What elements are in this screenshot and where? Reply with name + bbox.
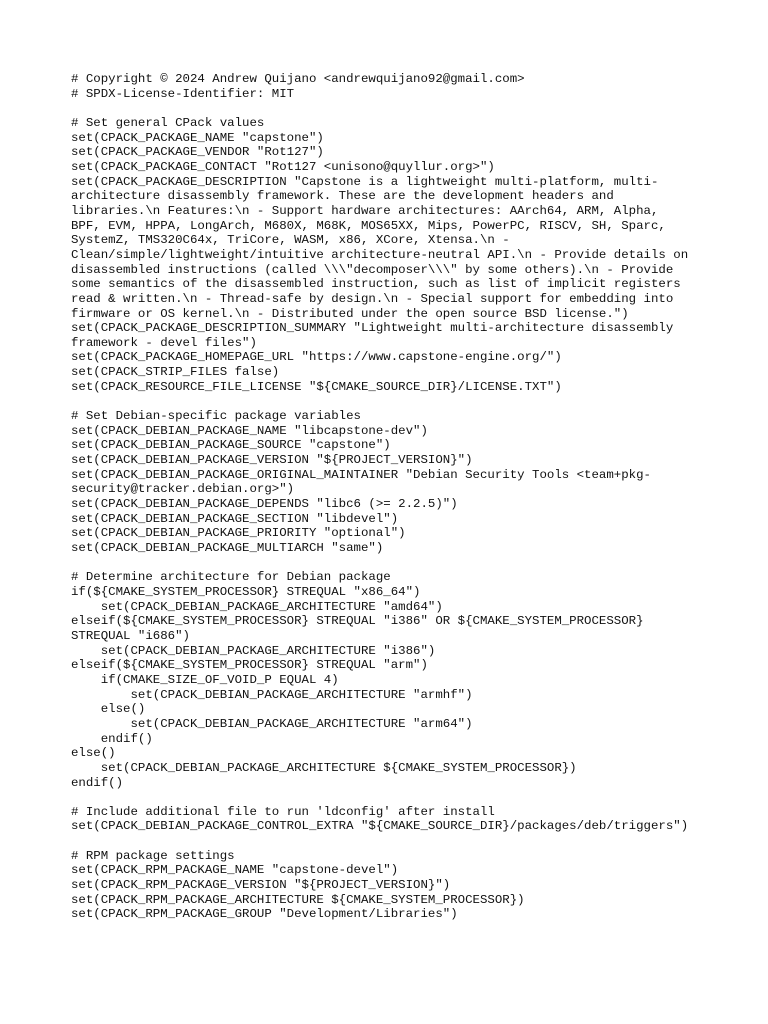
code-line xyxy=(71,790,721,805)
code-line: set(CPACK_PACKAGE_HOMEPAGE_URL "https://www.capstone-engine.org/") xyxy=(71,350,562,365)
code-line xyxy=(71,834,721,849)
code-line: # SPDX-License-Identifier: MIT xyxy=(71,86,295,101)
code-line: set(CPACK_DEBIAN_PACKAGE_ARCHITECTURE "i386") xyxy=(71,643,436,658)
code-line: set(CPACK_PACKAGE_VENDOR "Rot127") xyxy=(71,145,324,160)
code-line: if(CMAKE_SIZE_OF_VOID_P EQUAL 4) xyxy=(71,672,339,687)
code-line: BPF, EVM, HPPA, LongArch, M680X, M68K, MOS65XX, Mips, PowerPC, RISCV, SH, Sparc, xyxy=(71,218,666,233)
code-line: set(CPACK_DEBIAN_PACKAGE_ARCHITECTURE ${CMAKE_SYSTEM_PROCESSOR}) xyxy=(71,760,577,775)
code-line: set(CPACK_DEBIAN_PACKAGE_MULTIARCH "same") xyxy=(71,541,384,555)
code-line: set(CPACK_DEBIAN_PACKAGE_DEPENDS "libc6 (>= 2.2.5)") xyxy=(71,497,458,512)
code-line: read & written.\n - Thread-safe by design.\n - Special support for embedding into xyxy=(71,291,674,306)
code-line: disassembled instructions (called \\\"decomposer\\\" by some others).\n - Provide xyxy=(71,262,674,277)
code-line: set(CPACK_DEBIAN_PACKAGE_ORIGINAL_MAINTAINER "Debian Security Tools <team+pkg- xyxy=(71,467,651,482)
code-line: set(CPACK_DEBIAN_PACKAGE_PRIORITY "optional") xyxy=(71,526,406,541)
code-line: else() xyxy=(71,746,116,761)
code-line: if(${CMAKE_SYSTEM_PROCESSOR} STREQUAL "x86_64") xyxy=(71,584,421,599)
code-line xyxy=(71,556,721,571)
code-line: elseif(${CMAKE_SYSTEM_PROCESSOR} STREQUAL "i386" OR ${CMAKE_SYSTEM_PROCESSOR} xyxy=(71,614,644,629)
code-line: set(CPACK_DEBIAN_PACKAGE_NAME "libcapstone-dev") xyxy=(71,423,428,438)
code-line: SystemZ, TMS320C64x, TriCore, WASM, x86, XCore, Xtensa.\n - xyxy=(71,233,510,248)
code-line: # Set general CPack values xyxy=(71,115,265,130)
code-line: set(CPACK_DEBIAN_PACKAGE_SOURCE "capstone") xyxy=(71,438,391,453)
code-line: libraries.\n Features:\n - Support hardware architectures: AArch64, ARM, Alpha, xyxy=(71,203,659,218)
code-line: elseif(${CMAKE_SYSTEM_PROCESSOR} STREQUAL "arm") xyxy=(71,658,428,673)
code-line: set(CPACK_PACKAGE_CONTACT "Rot127 <unisono@quyllur.org>") xyxy=(71,159,495,174)
code-line: # Set Debian-specific package variables xyxy=(71,409,361,424)
code-line xyxy=(71,394,721,409)
code-line: STREQUAL "i686") xyxy=(71,628,190,643)
code-line: set(CPACK_DEBIAN_PACKAGE_ARCHITECTURE "amd64") xyxy=(71,599,443,614)
code-line: set(CPACK_RPM_PACKAGE_VERSION "${PROJECT_VERSION}") xyxy=(71,878,451,893)
code-line: set(CPACK_DEBIAN_PACKAGE_CONTROL_EXTRA "${CMAKE_SOURCE_DIR}/packages/deb/triggers") xyxy=(71,819,689,834)
code-line: set(CPACK_RESOURCE_FILE_LICENSE "${CMAKE_SOURCE_DIR}/LICENSE.TXT") xyxy=(71,379,562,394)
code-line: set(CPACK_RPM_PACKAGE_NAME "capstone-devel") xyxy=(71,863,399,878)
code-line: endif() xyxy=(71,731,153,746)
code-line: set(CPACK_RPM_PACKAGE_ARCHITECTURE ${CMAKE_SYSTEM_PROCESSOR}) xyxy=(71,892,525,907)
code-line: set(CPACK_PACKAGE_DESCRIPTION_SUMMARY "Lightweight multi-architecture disassembly xyxy=(71,321,674,336)
code-line: set(CPACK_STRIP_FILES false) xyxy=(71,365,280,380)
code-line: set(CPACK_DEBIAN_PACKAGE_SECTION "libdevel") xyxy=(71,511,399,526)
code-line: # Determine architecture for Debian package xyxy=(71,570,391,585)
code-line: else() xyxy=(71,702,146,717)
code-line: firmware or OS kernel.\n - Distributed under the open source BSD license.") xyxy=(71,306,629,321)
code-line: # Copyright © 2024 Andrew Quijano <andrewquijano92@gmail.com> xyxy=(71,72,525,86)
code-line xyxy=(71,101,721,116)
code-line: security@tracker.debian.org>") xyxy=(71,482,295,497)
code-line: framework - devel files") xyxy=(71,335,257,350)
code-line: set(CPACK_RPM_PACKAGE_GROUP "Development/Libraries") xyxy=(71,907,458,922)
code-line: # RPM package settings xyxy=(71,848,235,863)
code-line: set(CPACK_DEBIAN_PACKAGE_ARCHITECTURE "arm64") xyxy=(71,716,473,731)
code-line: set(CPACK_DEBIAN_PACKAGE_ARCHITECTURE "armhf") xyxy=(71,687,473,702)
code-line: some semantics of the disassembled instruction, such as list of implicit registers xyxy=(71,277,681,292)
code-line: set(CPACK_PACKAGE_NAME "capstone") xyxy=(71,130,324,145)
code-line: architecture disassembly framework. These are the development headers and xyxy=(71,189,614,204)
code-document xyxy=(71,72,721,922)
code-line: set(CPACK_DEBIAN_PACKAGE_VERSION "${PROJECT_VERSION}") xyxy=(71,453,473,468)
code-line: Clean/simple/lightweight/intuitive architecture-neutral API.\n - Provide details on xyxy=(71,247,689,262)
code-line: set(CPACK_PACKAGE_DESCRIPTION "Capstone is a lightweight multi-platform, multi- xyxy=(71,174,659,189)
code-line: endif() xyxy=(71,775,124,790)
code-line: # Include additional file to run 'ldconfig' after install xyxy=(71,804,495,819)
